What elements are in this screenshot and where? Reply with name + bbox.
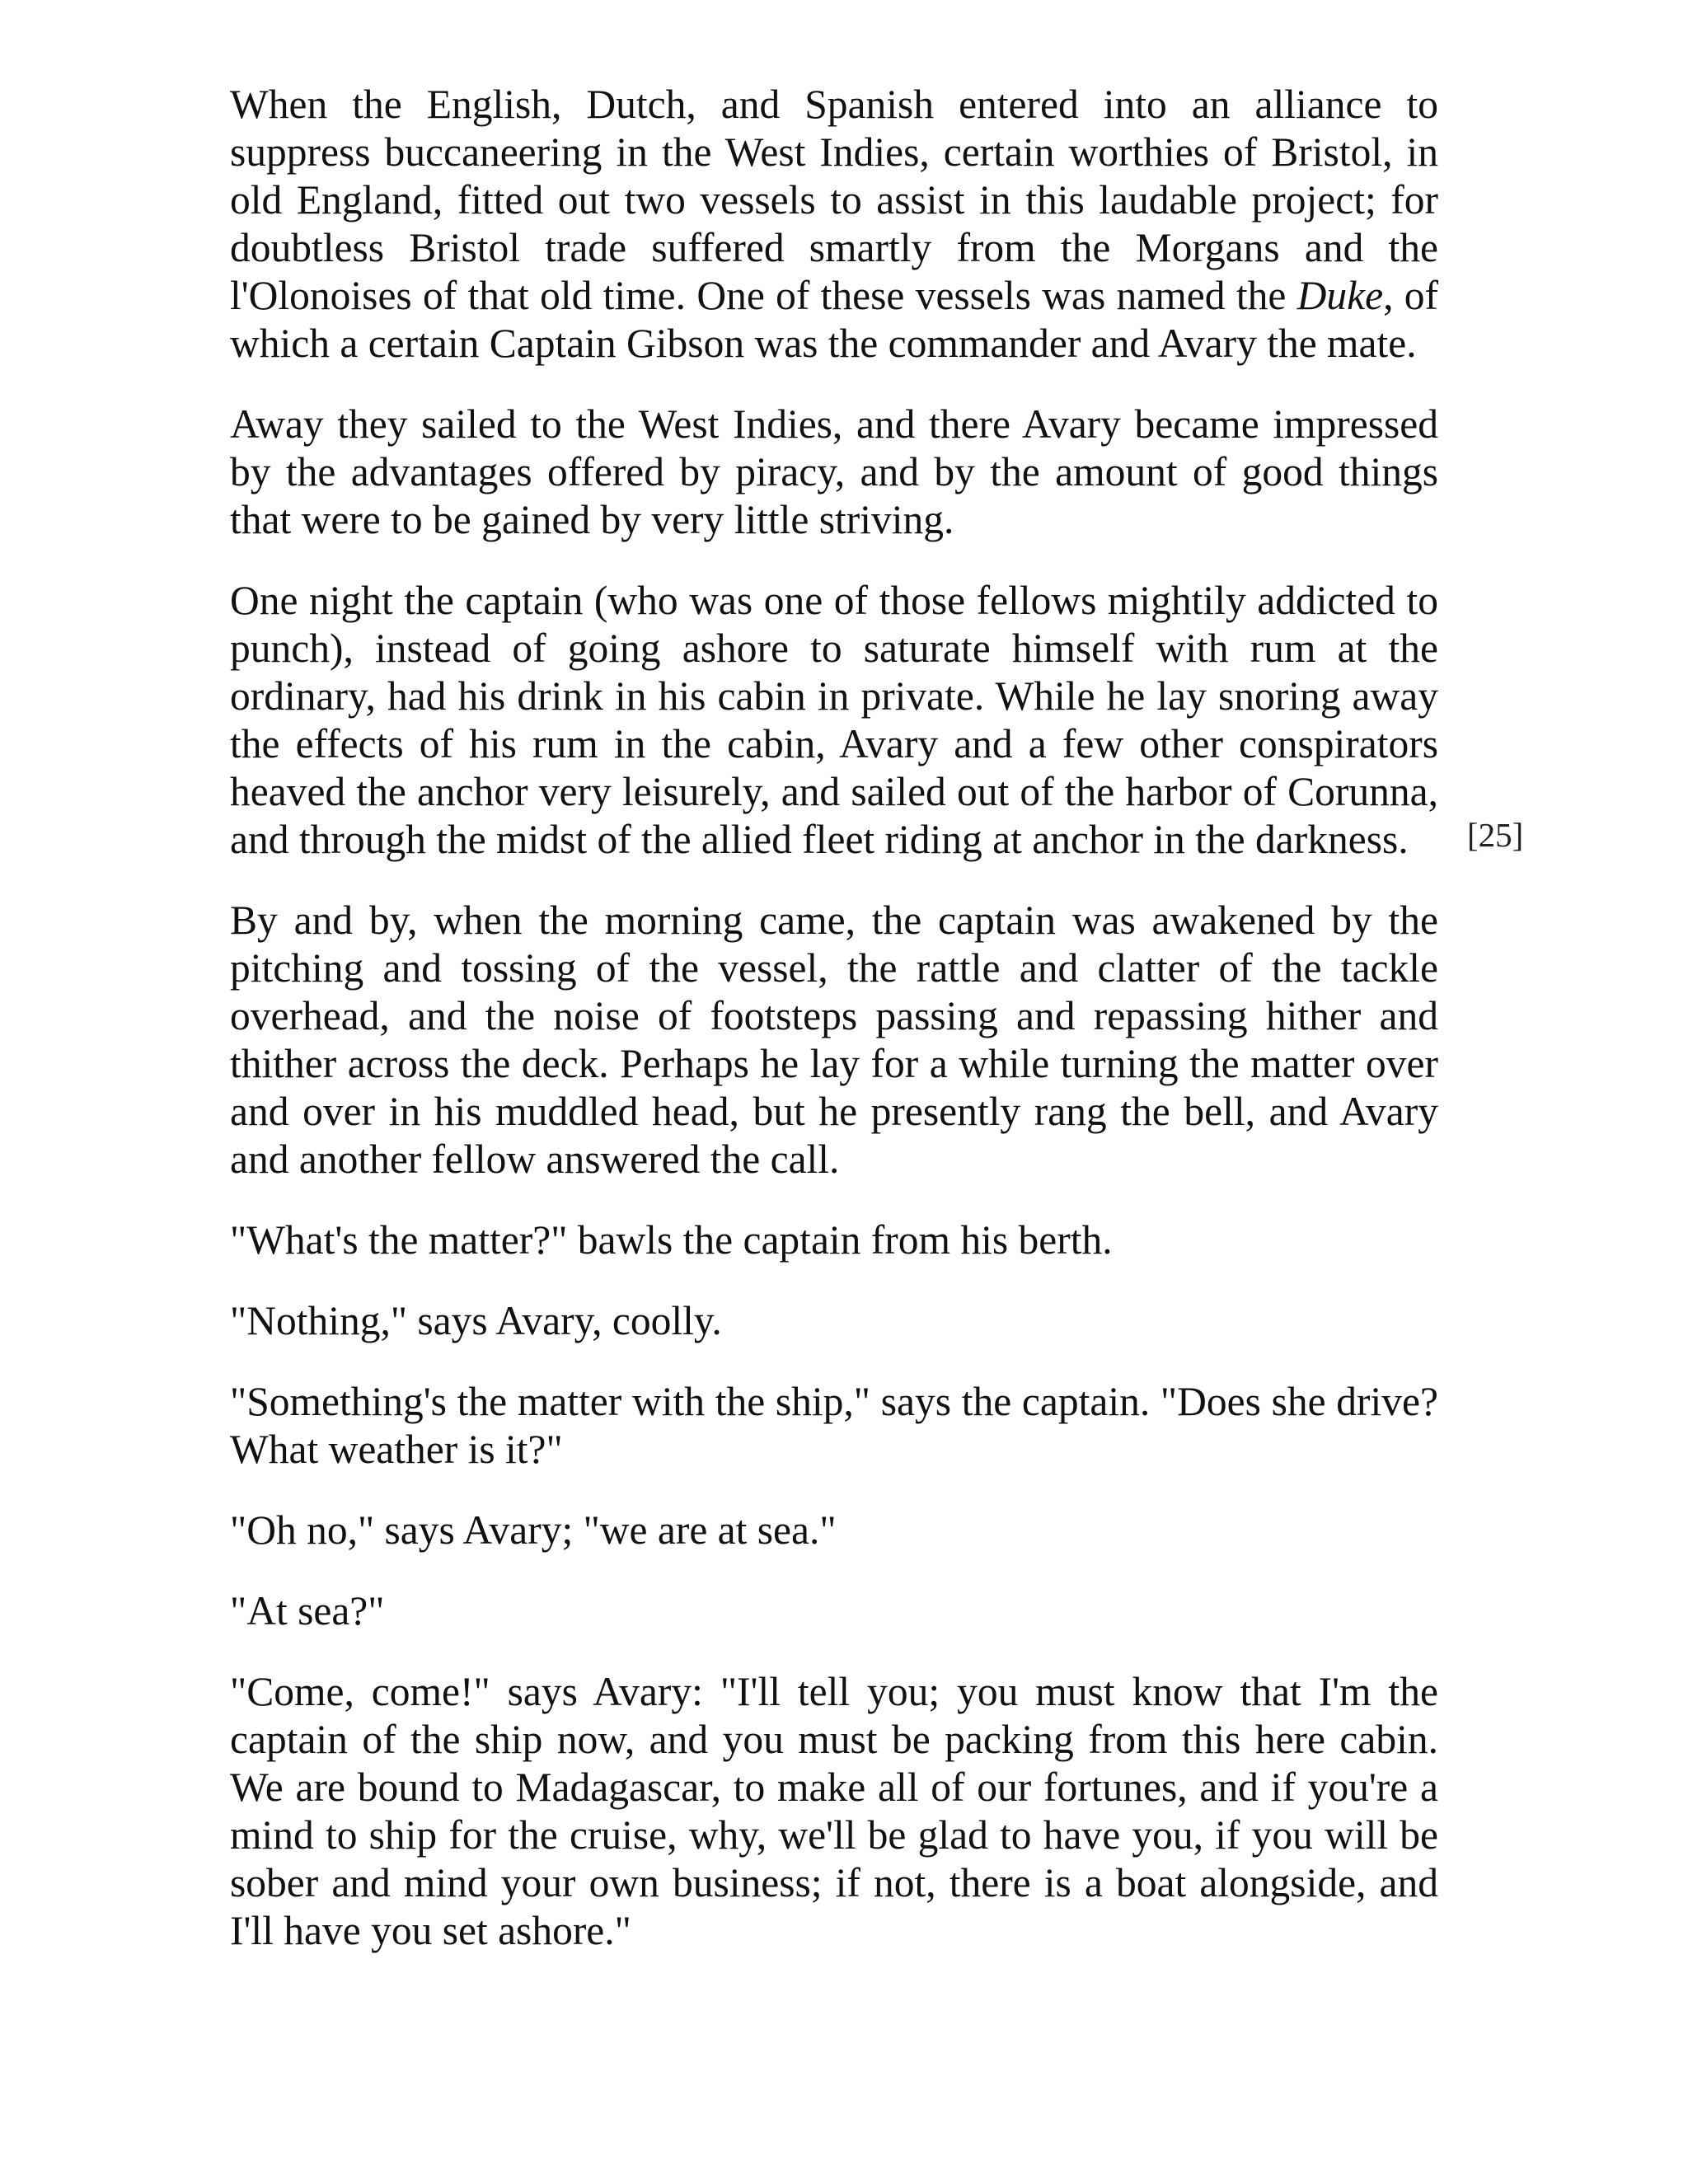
paragraph-night-escape: One night the captain (who was one of those fellows mightily addicted to punch), instead of going ashore to saturate himself with rum at the ordinary, had his drink in his cabin in private. While he lay snoring away the effects of his rum in the cabin, Avary and a few other conspirators heaved the anchor very leisurely, and sailed out of the harbor of Corunna, and through the midst of the allied fleet riding at anchor in the darkness. [230,578,1438,862]
dialogue-nothing: "Nothing," says Avary, coolly. [230,1298,722,1343]
paragraph-morning: By and by, when the morning came, the captain was awakened by the pitching and tossing of the vessel, the rattle and clatter of the tackle overhead, and the noise of footsteps passing and repassing hither and thither across the deck. Perhaps he lay for a while turning the matter over and over in his muddled head, but he presently rang the bell, and Avary and another fellow answered the call. [230,898,1438,1182]
paragraph-alliance-text-2: , of which a certain Captain Gibson was the commander and Avary the mate. [230,273,1439,366]
page-number: [25] [1467,816,1524,854]
paragraph-west-indies: Away they sailed to the West Indies, and there Avary became impressed by the advantages offered by piracy, and by the amount of good things that were to be gained by very little striving. [230,401,1438,542]
page-body [230,81,1438,1988]
dialogue-something-matter: "Something's the matter with the ship," says the captain. "Does she drive? What weather is it?" [230,1379,1438,1472]
ship-name-duke: Duke [1296,273,1384,318]
dialogue-at-sea: "Oh no," says Avary; "we are at sea." [230,1507,837,1553]
dialogue-come-come: "Come, come!" says Avary: "I'll tell you; you must know that I'm the captain of the ship now, and you must be packing from this here cabin. We are bound to Madagascar, to make all of our fortunes, and if you're a mind to ship for the cruise, why, we'll be glad to have you, if you will be sober and mind your own business; if not, there is a boat alongside, and I'll have you set ashore." [230,1669,1438,1953]
paragraph-alliance-text-1: When the English, Dutch, and Spanish entered into an alliance to suppress buccaneering in the West Indies, certain worthies of Bristol, in old England, fitted out two vessels to assist in this laudable project; for doubtless Bristol trade suffered smartly from the Morgans and the l'Olonoises of that old time. One of these vessels was named the [230,82,1438,318]
dialogue-at-sea-question: "At sea?" [230,1588,385,1633]
dialogue-whats-the-matter: "What's the matter?" bawls the captain from his berth. [230,1217,1113,1263]
paragraph-alliance [230,81,1438,368]
